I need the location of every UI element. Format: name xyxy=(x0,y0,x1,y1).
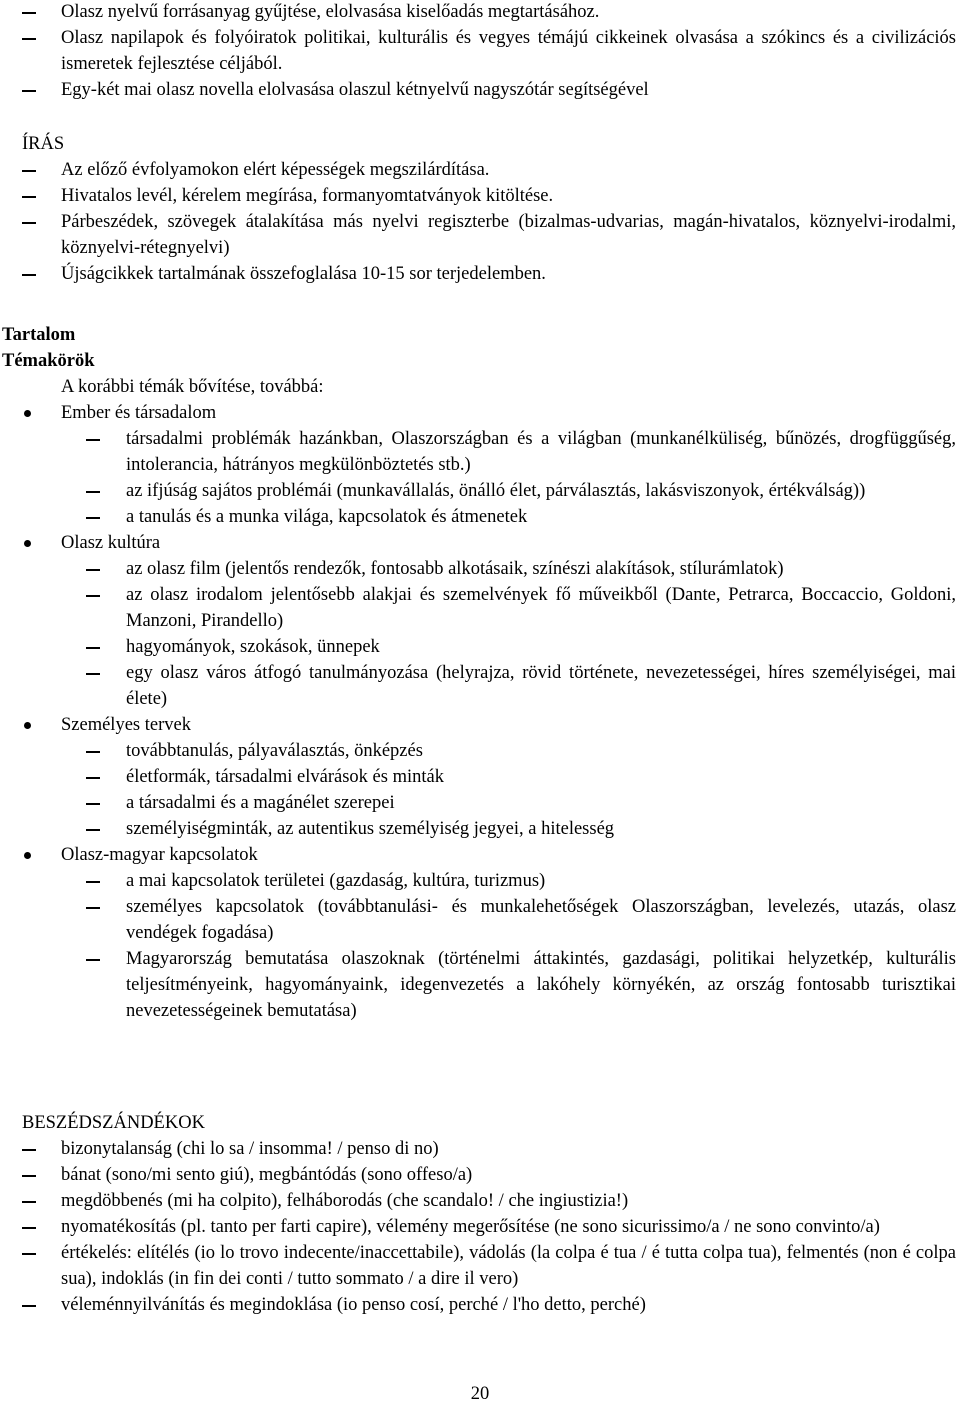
tartalom-section xyxy=(0,322,960,1024)
list-item: nyomatékosítás (pl. tanto per farti capire), vélemény megerősítése (ne sono sicurissimo/a / ne sono convinto/a) xyxy=(0,1214,960,1240)
beszedszandekok-heading: BESZÉDSZÁNDÉKOK xyxy=(22,1113,205,1133)
topic-olasz-kultura xyxy=(0,530,960,712)
topic-title: Olasz kultúra xyxy=(0,530,960,556)
list-item: Olasz nyelvű forrásanyag gyűjtése, elolvasása kiselőadás megtartásához. xyxy=(0,0,960,25)
tartalom-heading: Tartalom xyxy=(2,325,76,345)
topic-ember xyxy=(0,400,960,530)
list-item: az ifjúság sajátos problémái (munkavállalás, önálló élet, párválasztás, lakásviszonyok, értékválság)) xyxy=(0,478,960,504)
list-item: életformák, társadalmi elvárások és minták xyxy=(0,764,960,790)
list-item: Párbeszédek, szövegek átalakítása más nyelvi regiszterbe (bizalmas-udvarias, magán-hivatalos, köznyelvi-irodalmi, köznyelvi-rétegnyelvi) xyxy=(0,209,960,261)
topic-title: Személyes tervek xyxy=(0,712,960,738)
topic-title: Ember és társadalom xyxy=(0,400,960,426)
list-item: az olasz irodalom jelentősebb alakjai és szemelvények fő műveikből (Dante, Petrarca, Boccaccio, Goldoni, Manzoni, Pirandello) xyxy=(0,582,960,634)
iras-heading: ÍRÁS xyxy=(22,134,65,154)
list-item: személyiségminták, az autentikus személyiség jegyei, a hitelesség xyxy=(0,816,960,842)
list-item: a tanulás és a munka világa, kapcsolatok és átmenetek xyxy=(0,504,960,530)
list-item: Magyarország bemutatása olaszoknak (történelmi áttakintés, gazdasági, politikai helyzetkép, kulturális teljesítményeink, hagyományaink, idegenvezetés a lakóhely környékén, az ország fontosabb turisztikai nevezetességeinek bemutatása) xyxy=(0,946,960,1024)
iras-section xyxy=(0,131,960,287)
list-item: a társadalmi és a magánélet szerepei xyxy=(0,790,960,816)
list-item: személyes kapcsolatok (továbbtanulási- és munkalehetőségek Olaszországban, levelezés, utazás, olasz vendégek fogadása) xyxy=(0,894,960,946)
list-item: hagyományok, szokások, ünnepek xyxy=(0,634,960,660)
list-item: Újságcikkek tartalmának összefoglalása 10-15 sor terjedelemben. xyxy=(0,261,960,287)
beszedszandekok-section xyxy=(0,1110,960,1318)
topic-szemelyes-tervek xyxy=(0,712,960,842)
list-item: Egy-két mai olasz novella elolvasása olaszul kétnyelvű nagyszótár segítségével xyxy=(0,77,960,103)
list-item: megdöbbenés (mi ha colpito), felháborodás (che scandalo! / che ingiustizia!) xyxy=(0,1188,960,1214)
list-item: véleménnyilvánítás és megindoklása (io penso cosí, perché / l'ho detto, perché) xyxy=(0,1292,960,1318)
temakorok-heading: Témakörök xyxy=(2,351,95,371)
list-item: bizonytalanság (chi lo sa / insomma! / penso di no) xyxy=(0,1136,960,1162)
topics-intro: A korábbi témák bővítése, továbbá: xyxy=(61,377,324,397)
list-item: Olasz napilapok és folyóiratok politikai, kulturális és vegyes témájú cikkeinek olvasása a szókincs és a civilizációs ismeretek fejlesztése céljából. xyxy=(0,25,960,77)
list-item: Az előző évfolyamokon elért képességek megszilárdítása. xyxy=(0,157,960,183)
topic-olasz-magyar xyxy=(0,842,960,1024)
list-item: bánat (sono/mi sento giú), megbántódás (sono offeso/a) xyxy=(0,1162,960,1188)
list-item: Hivatalos levél, kérelem megírása, formanyomtatványok kitöltése. xyxy=(0,183,960,209)
list-item: egy olasz város átfogó tanulmányozása (helyrajza, rövid története, nevezetességei, híres személyiségei, mai élete) xyxy=(0,660,960,712)
list-item: továbbtanulás, pályaválasztás, önképzés xyxy=(0,738,960,764)
list-item: társadalmi problémák hazánkban, Olaszországban és a világban (munkanélküliség, bűnözés, drogfüggűség, intolerancia, hátrányos megkülönböztetés stb.) xyxy=(0,426,960,478)
topic-title: Olasz-magyar kapcsolatok xyxy=(0,842,960,868)
top-list xyxy=(0,0,960,103)
list-item: az olasz film (jelentős rendezők, fontosabb alkotásaik, színészi alakítások, stílurámlatok) xyxy=(0,556,960,582)
page-number: 20 xyxy=(470,1384,490,1404)
list-item: értékelés: elítélés (io lo trovo indecente/inaccettabile), vádolás (la colpa é tua / é tutta colpa tua), felmentés (non é colpa sua), indoklás (in fin dei conti / tutto sommato / a dire il vero) xyxy=(0,1240,960,1292)
list-item: a mai kapcsolatok területei (gazdaság, kultúra, turizmus) xyxy=(0,868,960,894)
